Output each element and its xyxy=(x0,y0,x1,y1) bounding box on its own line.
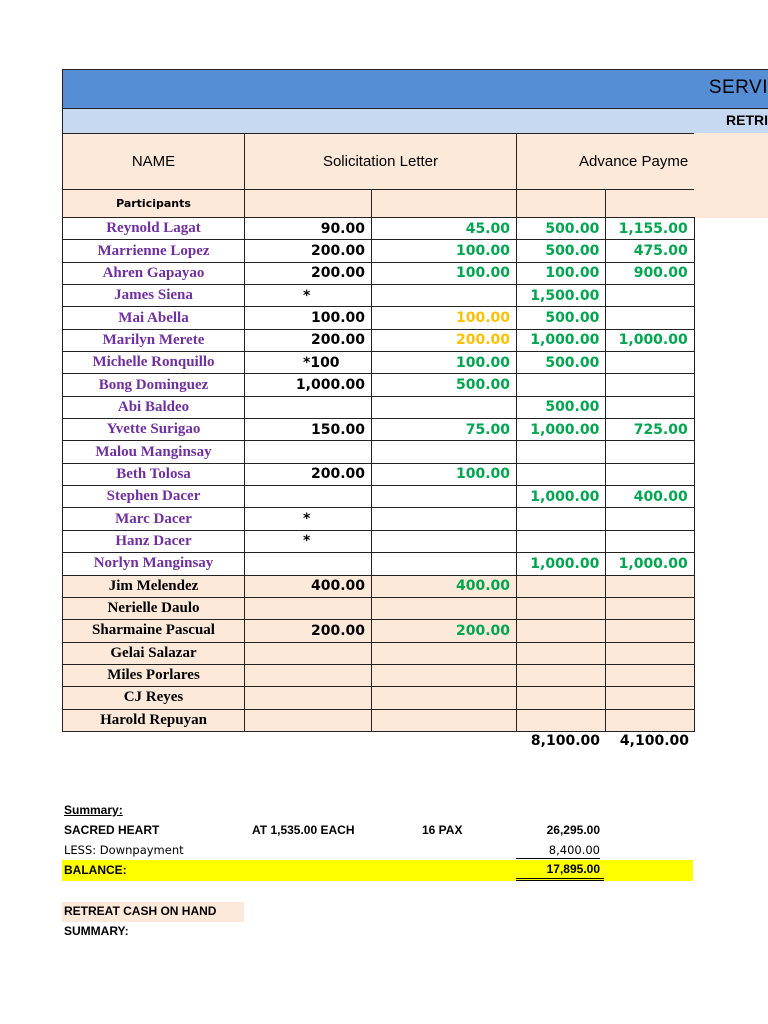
solicitation-paid: 75.00 xyxy=(372,419,517,441)
table-row xyxy=(63,352,695,374)
participant-name: Mai Abella xyxy=(63,307,245,329)
participant-name: Hanz Dacer xyxy=(63,530,245,552)
solicitation-amount: 100.00 xyxy=(245,307,372,329)
table-row xyxy=(63,307,695,329)
advance-payment-2 xyxy=(606,285,694,307)
solicitation-paid: 100.00 xyxy=(372,307,517,329)
advance-payment-1: 500.00 xyxy=(517,240,606,262)
participant-name: Stephen Dacer xyxy=(63,486,245,508)
participant-name: Yvette Surigao xyxy=(63,419,245,441)
participants-table xyxy=(62,133,695,732)
advance-payment-1: 100.00 xyxy=(517,262,606,284)
advance-payment-2 xyxy=(606,352,694,374)
table-row xyxy=(63,396,695,418)
solicitation-paid: 100.00 xyxy=(372,463,517,485)
participant-name: Miles Porlares xyxy=(63,664,245,686)
solicitation-amount xyxy=(245,441,372,463)
advance-payment-1 xyxy=(517,463,606,485)
summary-rate: AT 1,535.00 EACH xyxy=(252,823,355,837)
advance-payment-2 xyxy=(606,709,694,731)
solicitation-amount: 150.00 xyxy=(245,419,372,441)
participant-name: Marc Dacer xyxy=(63,508,245,530)
advance-payment-1 xyxy=(517,441,606,463)
table-row xyxy=(63,441,695,463)
solicitation-amount: * xyxy=(245,530,372,552)
summary2-label: SUMMARY: xyxy=(64,924,129,938)
sheet-title: SERVI xyxy=(708,77,768,98)
advance-payment-2 xyxy=(606,664,694,686)
advance-payment-2 xyxy=(606,575,694,597)
title-banner xyxy=(62,69,768,108)
advance-payment-1: 500.00 xyxy=(517,352,606,374)
participant-name: Sharmaine Pascual xyxy=(63,620,245,642)
col-header-solicitation: Solicitation Letter xyxy=(245,134,517,190)
advance-payment-2: 900.00 xyxy=(606,262,694,284)
advance-payment-1 xyxy=(517,642,606,664)
solicitation-paid xyxy=(372,530,517,552)
participant-name: Ahren Gapayao xyxy=(63,262,245,284)
advance-payment-2: 400.00 xyxy=(606,486,694,508)
table-row xyxy=(63,508,695,530)
advance-payment-2 xyxy=(606,441,694,463)
empty-cell xyxy=(517,190,606,218)
advance-payment-1 xyxy=(517,664,606,686)
empty-cell xyxy=(606,190,694,218)
participants-label: Participants xyxy=(63,190,245,218)
solicitation-paid xyxy=(372,553,517,575)
solicitation-amount: *100 xyxy=(245,352,372,374)
participant-name: Michelle Ronquillo xyxy=(63,352,245,374)
cash-on-hand-label: RETREAT CASH ON HAND xyxy=(64,904,217,918)
solicitation-amount xyxy=(245,709,372,731)
summary-amount: 26,295.00 xyxy=(546,823,600,837)
advance-payment-1: 500.00 xyxy=(517,307,606,329)
solicitation-amount: 200.00 xyxy=(245,463,372,485)
sheet-subtitle: RETRI xyxy=(726,112,768,128)
solicitation-paid: 200.00 xyxy=(372,329,517,351)
advance-payment-1: 1,000.00 xyxy=(517,329,606,351)
subheader-row xyxy=(63,190,695,218)
summary-church: SACRED HEART xyxy=(64,823,160,837)
table-row xyxy=(63,285,695,307)
advance-payment-2 xyxy=(606,396,694,418)
advance-payment-1 xyxy=(517,575,606,597)
advance-payment-1 xyxy=(517,530,606,552)
advance-payment-2 xyxy=(606,530,694,552)
table-row xyxy=(63,240,695,262)
advance-payment-2 xyxy=(606,687,694,709)
participant-name: Abi Baldeo xyxy=(63,396,245,418)
table-row xyxy=(63,486,695,508)
solicitation-paid xyxy=(372,642,517,664)
advance-payment-1 xyxy=(517,709,606,731)
col-header-advance: Advance Payme xyxy=(517,134,695,190)
solicitation-amount xyxy=(245,396,372,418)
advance-payment-1 xyxy=(517,597,606,619)
summary-less-label: LESS: Downpayment xyxy=(64,843,184,857)
solicitation-amount xyxy=(245,642,372,664)
table-row xyxy=(63,709,695,731)
solicitation-paid: 500.00 xyxy=(372,374,517,396)
advance-payment-2 xyxy=(606,508,694,530)
participant-name: Nerielle Daulo xyxy=(63,597,245,619)
solicitation-paid: 200.00 xyxy=(372,620,517,642)
table-row xyxy=(63,530,695,552)
participant-name: Malou Manginsay xyxy=(63,441,245,463)
advance-payment-2: 1,155.00 xyxy=(606,218,694,240)
solicitation-paid xyxy=(372,709,517,731)
total-advance-1: 8,100.00 xyxy=(530,733,600,749)
total-advance-2: 4,100.00 xyxy=(619,733,689,749)
participant-name: Beth Tolosa xyxy=(63,463,245,485)
solicitation-paid xyxy=(372,508,517,530)
table-row xyxy=(63,374,695,396)
summary-less-amount: 8,400.00 xyxy=(516,843,600,859)
advance-payment-1: 1,500.00 xyxy=(517,285,606,307)
advance-payment-1: 1,000.00 xyxy=(517,419,606,441)
advance-payment-1: 1,000.00 xyxy=(517,486,606,508)
table-row xyxy=(63,419,695,441)
summary-pax: 16 PAX xyxy=(422,823,463,837)
solicitation-paid: 100.00 xyxy=(372,262,517,284)
solicitation-paid xyxy=(372,664,517,686)
advance-payment-1 xyxy=(517,620,606,642)
column-header-row xyxy=(63,134,695,190)
solicitation-paid xyxy=(372,687,517,709)
table-row xyxy=(63,218,695,240)
solicitation-amount: 200.00 xyxy=(245,240,372,262)
solicitation-amount: * xyxy=(245,508,372,530)
advance-payment-2 xyxy=(606,620,694,642)
solicitation-paid: 100.00 xyxy=(372,240,517,262)
participant-name: Marilyn Merete xyxy=(63,329,245,351)
advance-payment-2: 1,000.00 xyxy=(606,329,694,351)
solicitation-amount: * xyxy=(245,285,372,307)
solicitation-amount xyxy=(245,687,372,709)
solicitation-amount xyxy=(245,597,372,619)
advance-payment-2 xyxy=(606,597,694,619)
participant-name: Harold Repuyan xyxy=(63,709,245,731)
empty-cell xyxy=(372,190,517,218)
solicitation-amount: 200.00 xyxy=(245,329,372,351)
solicitation-paid xyxy=(372,396,517,418)
solicitation-amount xyxy=(245,664,372,686)
advance-payment-2: 725.00 xyxy=(606,419,694,441)
subtitle-banner xyxy=(62,108,768,133)
advance-payment-2 xyxy=(606,374,694,396)
participant-name: Jim Melendez xyxy=(63,575,245,597)
table-row xyxy=(63,687,695,709)
empty-cell xyxy=(245,190,372,218)
solicitation-paid: 400.00 xyxy=(372,575,517,597)
solicitation-amount xyxy=(245,553,372,575)
advance-payment-2: 475.00 xyxy=(606,240,694,262)
advance-payment-2 xyxy=(606,463,694,485)
table-row xyxy=(63,575,695,597)
table-row xyxy=(63,329,695,351)
solicitation-paid: 100.00 xyxy=(372,352,517,374)
participant-name: Gelai Salazar xyxy=(63,642,245,664)
solicitation-amount: 1,000.00 xyxy=(245,374,372,396)
solicitation-paid xyxy=(372,597,517,619)
advance-payment-2 xyxy=(606,642,694,664)
participant-name: CJ Reyes xyxy=(63,687,245,709)
participant-name: Norlyn Manginsay xyxy=(63,553,245,575)
participant-name: James Siena xyxy=(63,285,245,307)
table-row xyxy=(63,463,695,485)
solicitation-amount: 90.00 xyxy=(245,218,372,240)
advance-payment-2 xyxy=(606,307,694,329)
advance-payment-1 xyxy=(517,508,606,530)
advance-payment-2: 1,000.00 xyxy=(606,553,694,575)
advance-payment-1 xyxy=(517,687,606,709)
summary-heading: Summary: xyxy=(64,803,123,817)
table-row xyxy=(63,553,695,575)
solicitation-amount: 200.00 xyxy=(245,262,372,284)
table-row xyxy=(63,262,695,284)
solicitation-paid xyxy=(372,486,517,508)
advance-payment-1: 500.00 xyxy=(517,218,606,240)
col-header-name: NAME xyxy=(63,134,245,190)
solicitation-paid xyxy=(372,285,517,307)
participant-name: Marrienne Lopez xyxy=(63,240,245,262)
advance-payment-1: 1,000.00 xyxy=(517,553,606,575)
solicitation-paid: 45.00 xyxy=(372,218,517,240)
header-overflow-fill xyxy=(693,133,768,218)
summary-balance-amount: 17,895.00 xyxy=(516,862,604,881)
table-row xyxy=(63,642,695,664)
participant-name: Reynold Lagat xyxy=(63,218,245,240)
table-row xyxy=(63,620,695,642)
summary-balance-label: BALANCE: xyxy=(64,863,127,877)
advance-payment-1: 500.00 xyxy=(517,396,606,418)
solicitation-amount: 200.00 xyxy=(245,620,372,642)
participant-name: Bong Dominguez xyxy=(63,374,245,396)
solicitation-amount xyxy=(245,486,372,508)
table-row xyxy=(63,664,695,686)
solicitation-paid xyxy=(372,441,517,463)
advance-payment-1 xyxy=(517,374,606,396)
table-row xyxy=(63,597,695,619)
solicitation-amount: 400.00 xyxy=(245,575,372,597)
